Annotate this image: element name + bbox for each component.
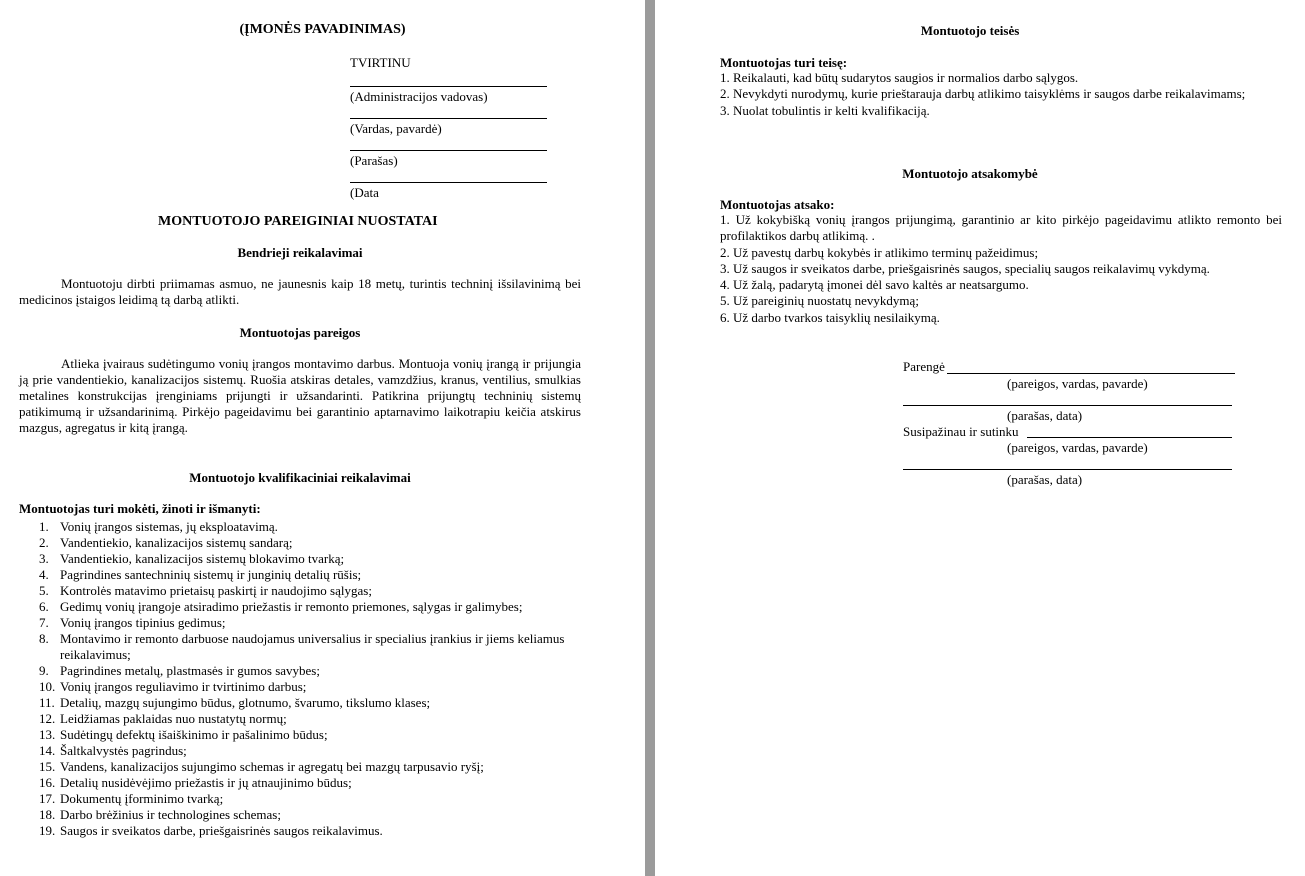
list-item-text: Leidžiamas paklaidas nuo nustatytų normų; (60, 711, 287, 726)
approve-label: TVIRTINU (350, 55, 411, 70)
list-item-text: Vonių įrangos reguliavimo ir tvirtinimo darbus; (60, 679, 307, 694)
signature-line (947, 373, 1235, 374)
list-item (19, 535, 579, 551)
list-item-number: 15. (39, 759, 56, 774)
list-item-number: 5. (39, 583, 49, 598)
page-divider (645, 0, 655, 876)
list-item: 5. Už pareiginių nuostatų nevykdymą; (720, 293, 919, 309)
list-item-text: Vonių įrangos sistemas, jų eksploatavimą. (60, 519, 278, 534)
list-item (19, 567, 579, 583)
list-item-number: 19. (39, 823, 56, 838)
list-item-text: Vandentiekio, kanalizacijos sistemų blokavimo tvarką; (60, 551, 345, 566)
list-item-number: 10. (39, 679, 56, 694)
list-item-text: Saugos ir sveikatos darbe, priešgaisrinės saugos reikalavimus. (60, 823, 383, 838)
list-item-number: 11. (39, 695, 55, 710)
list-item (19, 679, 579, 695)
list-item-text: Vonių įrangos tipinius gedimus; (60, 615, 226, 630)
rights-subheading: Montuotojas turi teisę: (720, 55, 848, 70)
section-heading: Montuotojo teisės (920, 23, 1020, 38)
section-heading: Montuotojas pareigos (239, 325, 361, 340)
list-item (19, 551, 579, 567)
list-item (19, 519, 579, 535)
list-item-text: Montavimo ir remonto darbuose naudojamus universalius ir specialius įrankius ir jiems keliamus reikalavimus; (60, 631, 565, 662)
list-item-number: 13. (39, 727, 56, 742)
signature-line (903, 469, 1232, 470)
list-item: 6. Už darbo tvarkos taisyklių nesilaikymą. (720, 309, 940, 325)
list-item (19, 599, 579, 615)
list-item-number: 12. (39, 711, 56, 726)
hint-label: (parašas, data) (1007, 408, 1083, 423)
list-item-number: 6. (39, 599, 49, 614)
list-item: 4. Už žalą, padarytą įmonei dėl savo kaltės ar neatsargumo. (720, 277, 1029, 293)
rights-list (720, 70, 1282, 119)
list-item-number: 16. (39, 775, 56, 790)
list-item-number: 2. (39, 535, 49, 550)
list-item (19, 727, 579, 743)
list-item (19, 615, 579, 631)
list-item-text: Detalių, mazgų sujungimo būdus, glotnumo, švarumo, tikslumo klases; (60, 695, 431, 710)
hint-label: (parašas, data) (1007, 472, 1083, 487)
approval-line-label: (Data (350, 185, 379, 200)
list-item-number: 7. (39, 615, 49, 630)
section-heading: Bendrieji reikalavimai (237, 245, 363, 260)
list-item-text: Vandens, kanalizacijos sujungimo schemas ir agregatų bei mazgų tarpusavio ryšį; (60, 759, 484, 774)
list-item: 1. Reikalauti, kad būtų sudarytos saugios ir normalios darbo sąlygos. (720, 70, 1079, 85)
list-item: 1. Už kokybišką vonių įrangos prijungimą, garantinio ar kito pirkėjo pageidavimu atlikto remonto bei profilaktikos darbų atlikimą. . (720, 212, 1282, 244)
list-item-number: 9. (39, 663, 49, 678)
signature-line (903, 405, 1232, 406)
approval-line-label: (Parašas) (350, 153, 398, 168)
duties-text: Atlieka įvairaus sudėtingumo vonių įrangos montavimo darbus. Montuoja vonių įrangą ir prijungia ją prie vandentiekio, kanalizacijos sistemų. Ruošia atskiras detales, vamzdžius, kranus, ventilius, smulkias metalines konstrukcijas įrenginiams prijungti ir užsandarinti. Patikrina prijungtų techninių sistemų patikimumą ir užsandarinimą. Pirkėjo pageidavimu bei garantinio aptarnavimo laikotrapiu keičia atskirus mazgus, agregatus ir kitą įrangą. (19, 356, 581, 435)
agree-label: Susipažinau ir sutinku (903, 424, 1019, 439)
list-item-number: 14. (39, 743, 56, 758)
list-item-number: 8. (39, 631, 49, 646)
prepared-label: Parengė (903, 359, 945, 374)
approval-line-label: (Administracijos vadovas) (350, 89, 488, 104)
responsibility-list (720, 212, 1282, 326)
list-item (19, 807, 579, 823)
list-item: 2. Už pavestų darbų kokybės ir atlikimo terminų pažeidimus; (720, 244, 1039, 260)
list-item-text: Pagrindines metalų, plastmasės ir gumos savybes; (60, 663, 320, 678)
list-item-text: Vandentiekio, kanalizacijos sistemų sandarą; (60, 535, 293, 550)
list-item (19, 759, 579, 775)
right-page (655, 0, 1305, 876)
list-item-text: Gedimų vonių įrangoje atsiradimo priežastis ir remonto priemones, sąlygas ir galimybes; (60, 599, 523, 614)
document-title: MONTUOTOJO PAREIGINIAI NUOSTATAI (158, 214, 438, 229)
hint-label: (pareigos, vardas, pavarde) (1007, 376, 1148, 391)
signature-line (350, 118, 547, 119)
list-item (19, 695, 579, 711)
list-item-number: 17. (39, 791, 56, 806)
list-item-text: Kontrolės matavimo prietaisų paskirtį ir naudojimo sąlygas; (60, 583, 372, 598)
general-requirements-text: Montuotoju dirbti priimamas asmuo, ne jaunesnis kaip 18 metų, turintis techninį išsilavinimą bei medicinos įstaigos leidimą tą darbą atlikti. (19, 276, 581, 307)
list-item-number: 18. (39, 807, 56, 822)
list-item (19, 631, 579, 663)
list-item (19, 743, 579, 759)
left-page (0, 0, 645, 876)
list-item: 3. Už saugos ir sveikatos darbe, priešgaisrinės saugos, specialių saugos reikalavimų vykdymą. (720, 260, 1210, 276)
list-item (19, 711, 579, 727)
list-item (19, 791, 579, 807)
list-item-number: 4. (39, 567, 49, 582)
section-heading: Montuotojo atsakomybė (902, 166, 1038, 181)
list-item-text: Pagrindines santechninių sistemų ir junginių detalių rūšis; (60, 567, 362, 582)
signature-line (350, 150, 547, 151)
list-item-text: Darbo brėžinius ir technologines schemas; (60, 807, 281, 822)
list-item-number: 1. (39, 519, 49, 534)
signature-line (350, 182, 547, 183)
list-item-text: Dokumentų įforminimo tvarką; (60, 791, 224, 806)
signature-line (1027, 437, 1232, 438)
section-heading: Montuotojo kvalifikaciniai reikalavimai (189, 470, 411, 485)
list-item-text: Sudėtingų defektų išaiškinimo ir pašalinimo būdus; (60, 727, 328, 742)
list-item-number: 3. (39, 551, 49, 566)
qualification-subheading: Montuotojas turi mokėti, žinoti ir išmanyti: (19, 501, 261, 516)
company-name: (ĮMONĖS PAVADINIMAS) (239, 22, 406, 37)
signature-line (350, 86, 547, 87)
list-item-text: Šaltkalvystės pagrindus; (60, 743, 187, 758)
list-item: 2. Nevykdyti nurodymų, kurie prieštarauja darbų atlikimo taisyklėms ir saugos darbe reikalavimams; (720, 86, 1246, 102)
approval-line-label: (Vardas, pavardė) (350, 121, 442, 136)
list-item (19, 775, 579, 791)
list-item (19, 663, 579, 679)
list-item (19, 823, 579, 839)
list-item (19, 583, 579, 599)
responsibility-subheading: Montuotojas atsako: (720, 197, 835, 212)
qualification-list (19, 519, 579, 839)
list-item-text: Detalių nusidėvėjimo priežastis ir jų atnaujinimo būdus; (60, 775, 352, 790)
list-item: 3. Nuolat tobulintis ir kelti kvalifikaciją. (720, 102, 930, 118)
hint-label: (pareigos, vardas, pavarde) (1007, 440, 1148, 455)
